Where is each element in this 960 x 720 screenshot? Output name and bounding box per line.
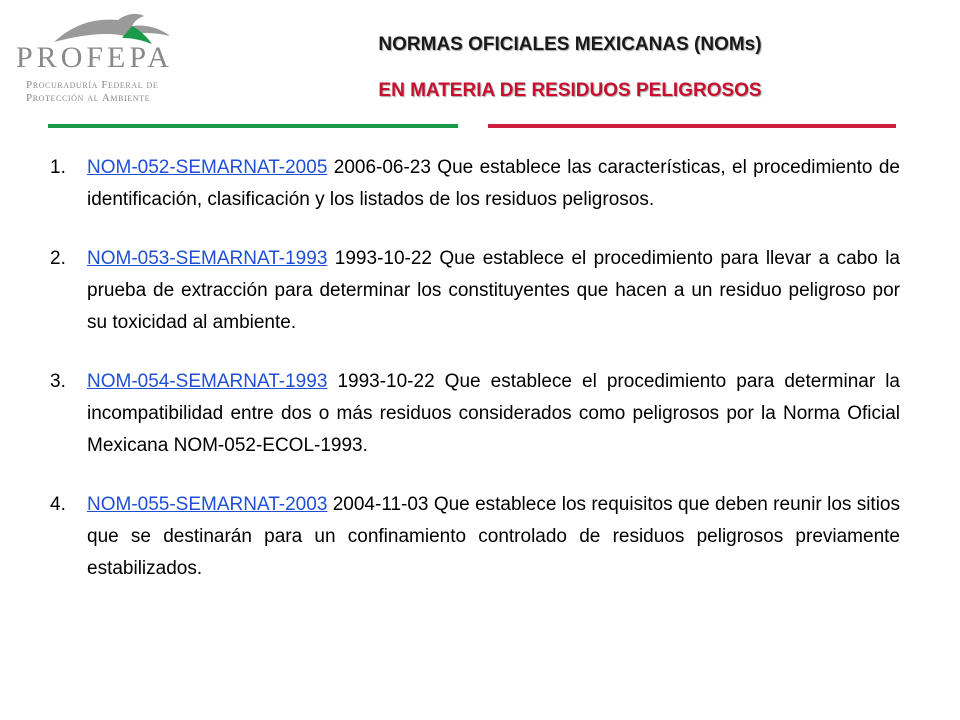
item-description: 1993-10-22 Que establece el procedimiento para llevar a cabo la prueba de extracción para determinar los constituyentes que hacen a un residuo peligroso por su toxicidad al ambiente. bbox=[87, 248, 900, 333]
item-description: 1993-10-22 Que establece el procedimiento para determinar la incompatibilidad entre dos o más residuos considerados como peligrosos por la Norma Oficial Mexicana NOM-052-ECOL-1993. bbox=[87, 371, 900, 456]
green-divider bbox=[48, 124, 458, 128]
item-description: 2006-06-23 Que establece las características, el procedimiento de identificación, clasificación y los listados de los residuos peligrosos. bbox=[87, 157, 900, 210]
list-item bbox=[46, 489, 900, 585]
list-item bbox=[46, 243, 900, 339]
norm-link-nom-054[interactable]: NOM-054-SEMARNAT-1993 bbox=[87, 371, 328, 392]
logo-subtitle-line1: Procuraduría Federal de bbox=[26, 79, 159, 91]
item-number: 4. bbox=[50, 494, 66, 515]
item-number: 2. bbox=[50, 248, 66, 269]
norm-link-nom-053[interactable]: NOM-053-SEMARNAT-1993 bbox=[87, 248, 328, 269]
norm-link-nom-055[interactable]: NOM-055-SEMARNAT-2003 bbox=[87, 494, 328, 515]
profepa-logo bbox=[14, 8, 214, 108]
item-number: 1. bbox=[50, 157, 66, 178]
red-divider bbox=[488, 124, 896, 128]
norm-link-nom-052[interactable]: NOM-052-SEMARNAT-2005 bbox=[87, 157, 328, 178]
logo-subtitle-line2: Protección al Ambiente bbox=[26, 92, 151, 104]
logo-wordmark: PROFEPA bbox=[16, 41, 173, 74]
norms-list bbox=[46, 152, 900, 612]
item-description: 2004-11-03 Que establece los requisitos que deben reunir los sitios que se destinarán para un confinamiento controlado de residuos peligrosos previamente estabilizados. bbox=[87, 494, 900, 579]
page-subtitle: EN MATERIA DE RESIDUOS PELIGROSOS bbox=[378, 80, 762, 101]
list-item bbox=[46, 366, 900, 462]
page-title: NORMAS OFICIALES MEXICANAS (NOMs) bbox=[378, 34, 762, 55]
list-item bbox=[46, 152, 900, 216]
item-number: 3. bbox=[50, 371, 66, 392]
